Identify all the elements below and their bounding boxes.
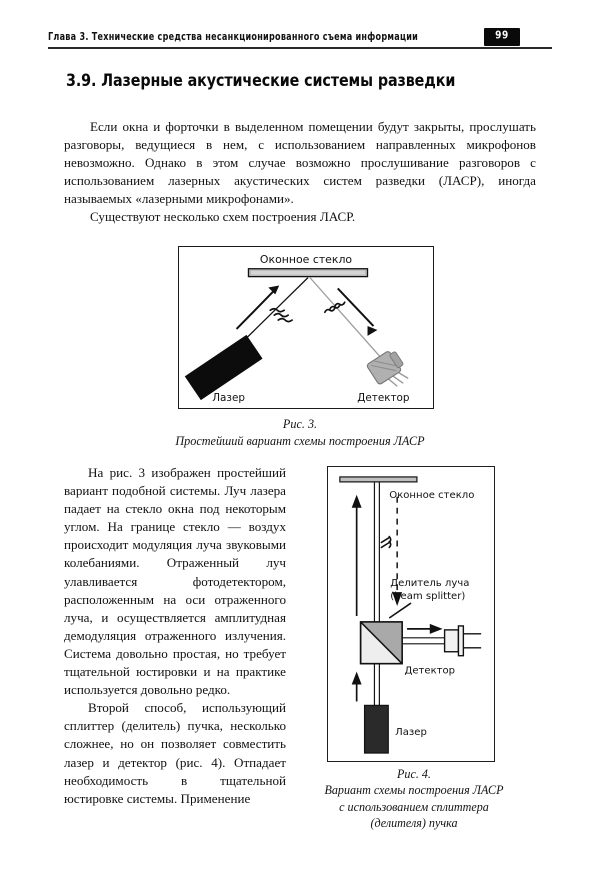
intro-paragraph-1: Если окна и форточки в выделенном помещении будут закрыты, прослушать разговоры, ведущиеся в нем, с использованием направленных микрофонов невозможно. Однако в этом случае возможно прослушивание разговоров с использованием лазерных акустических систем разведки (ЛАСР), иногда называемых «лазерными микрофонами». — [64, 119, 536, 207]
figure-4-detector-label: Детектор — [404, 665, 456, 677]
figure-3-glass-label: Оконное стекло — [259, 252, 353, 266]
figure-4-splitter-label-line-2: (beam splitter) — [390, 591, 466, 603]
laser-shape — [365, 705, 389, 753]
figure-3-caption — [64, 416, 536, 449]
figure-4-caption-line-1: Рис. 4. — [397, 767, 431, 781]
left-column-paragraph-2: Второй способ, использующий сплиттер (делитель) пучка, несколько сложнее, но он позволяет совместить лазер и детектор (рис. 4). Отпадает необходимость в тщательной юстировке системы. Применение — [64, 700, 286, 806]
figure-4-laser-label: Лазер — [395, 727, 427, 739]
figure-4-caption-line-3: с использованием сплиттера — [339, 799, 489, 814]
incident-arrow-shaft — [237, 288, 277, 328]
incident-arrow-head — [268, 286, 279, 295]
figure-4-diagram — [327, 466, 495, 762]
intro-paragraph-2: Существуют несколько схем построения ЛАСР. — [90, 209, 356, 225]
laser-shape — [185, 336, 261, 400]
reflected-beam-line — [310, 278, 384, 362]
figure-4-svg — [328, 467, 494, 761]
page-number-badge — [484, 28, 520, 46]
figure-3-detector-label: Детектор — [357, 392, 410, 405]
outgoing-beam-arrow-head — [352, 495, 362, 508]
figure-4-caption-line-2: Вариант схемы построения ЛАСР — [324, 783, 504, 798]
beam-splitter-shape — [361, 622, 403, 664]
reflected-arrow-shaft — [338, 288, 374, 326]
window-glass-highlight — [251, 271, 365, 275]
reflected-modulation-marks — [325, 302, 345, 312]
detector-shape — [366, 348, 408, 386]
splitter-leader-line — [389, 603, 411, 618]
figure-3-caption-line-1: Рис. 3. — [282, 417, 318, 431]
figure-4-caption — [300, 766, 528, 831]
laser-output-arrow-head — [352, 672, 362, 685]
figure-4-caption-line-4: (делителя) пучка — [370, 815, 458, 830]
figure-3-laser-label: Лазер — [212, 392, 245, 405]
figure-3-diagram — [178, 246, 434, 409]
left-column-paragraph-1: На рис. 3 изображен простейший вариант подобной системы. Луч лазера падает на стекло окна под некоторым углом. На границе стекло — воздух происходит модуляция луча звуковыми колебаниями. Отраженный луч улавливается фотодетектором, расположенным на оси отраженного луча, и осуществляется амплитудная демодуляция отраженного излучения. Система довольно простая, но требует тщательной юстировки и на практике используется довольно редко. — [64, 465, 286, 698]
window-glass-shape — [340, 477, 417, 482]
detector-branch-arrow-head — [430, 624, 443, 634]
section-heading: 3.9. Лазерные акустические системы разведки — [66, 72, 456, 91]
running-head-title: Глава 3. Технические средства несанкционированного съема информации — [48, 30, 419, 43]
left-text-column — [64, 464, 286, 808]
running-head — [48, 30, 552, 52]
reflected-arrow-head — [368, 326, 378, 336]
intro-text-block — [64, 118, 536, 227]
figure-3-caption-line-2: Простейший вариант схемы построения ЛАСР — [175, 433, 425, 448]
beam-modulation-marks — [381, 537, 390, 548]
header-rule — [48, 47, 552, 49]
figure-3-svg — [179, 247, 433, 408]
page-number-value: 99 — [495, 30, 509, 42]
figure-4-splitter-label-line-1: Делитель луча — [390, 578, 470, 590]
detector-shape — [445, 626, 482, 656]
figure-4-glass-label: Оконное стекло — [389, 489, 475, 501]
